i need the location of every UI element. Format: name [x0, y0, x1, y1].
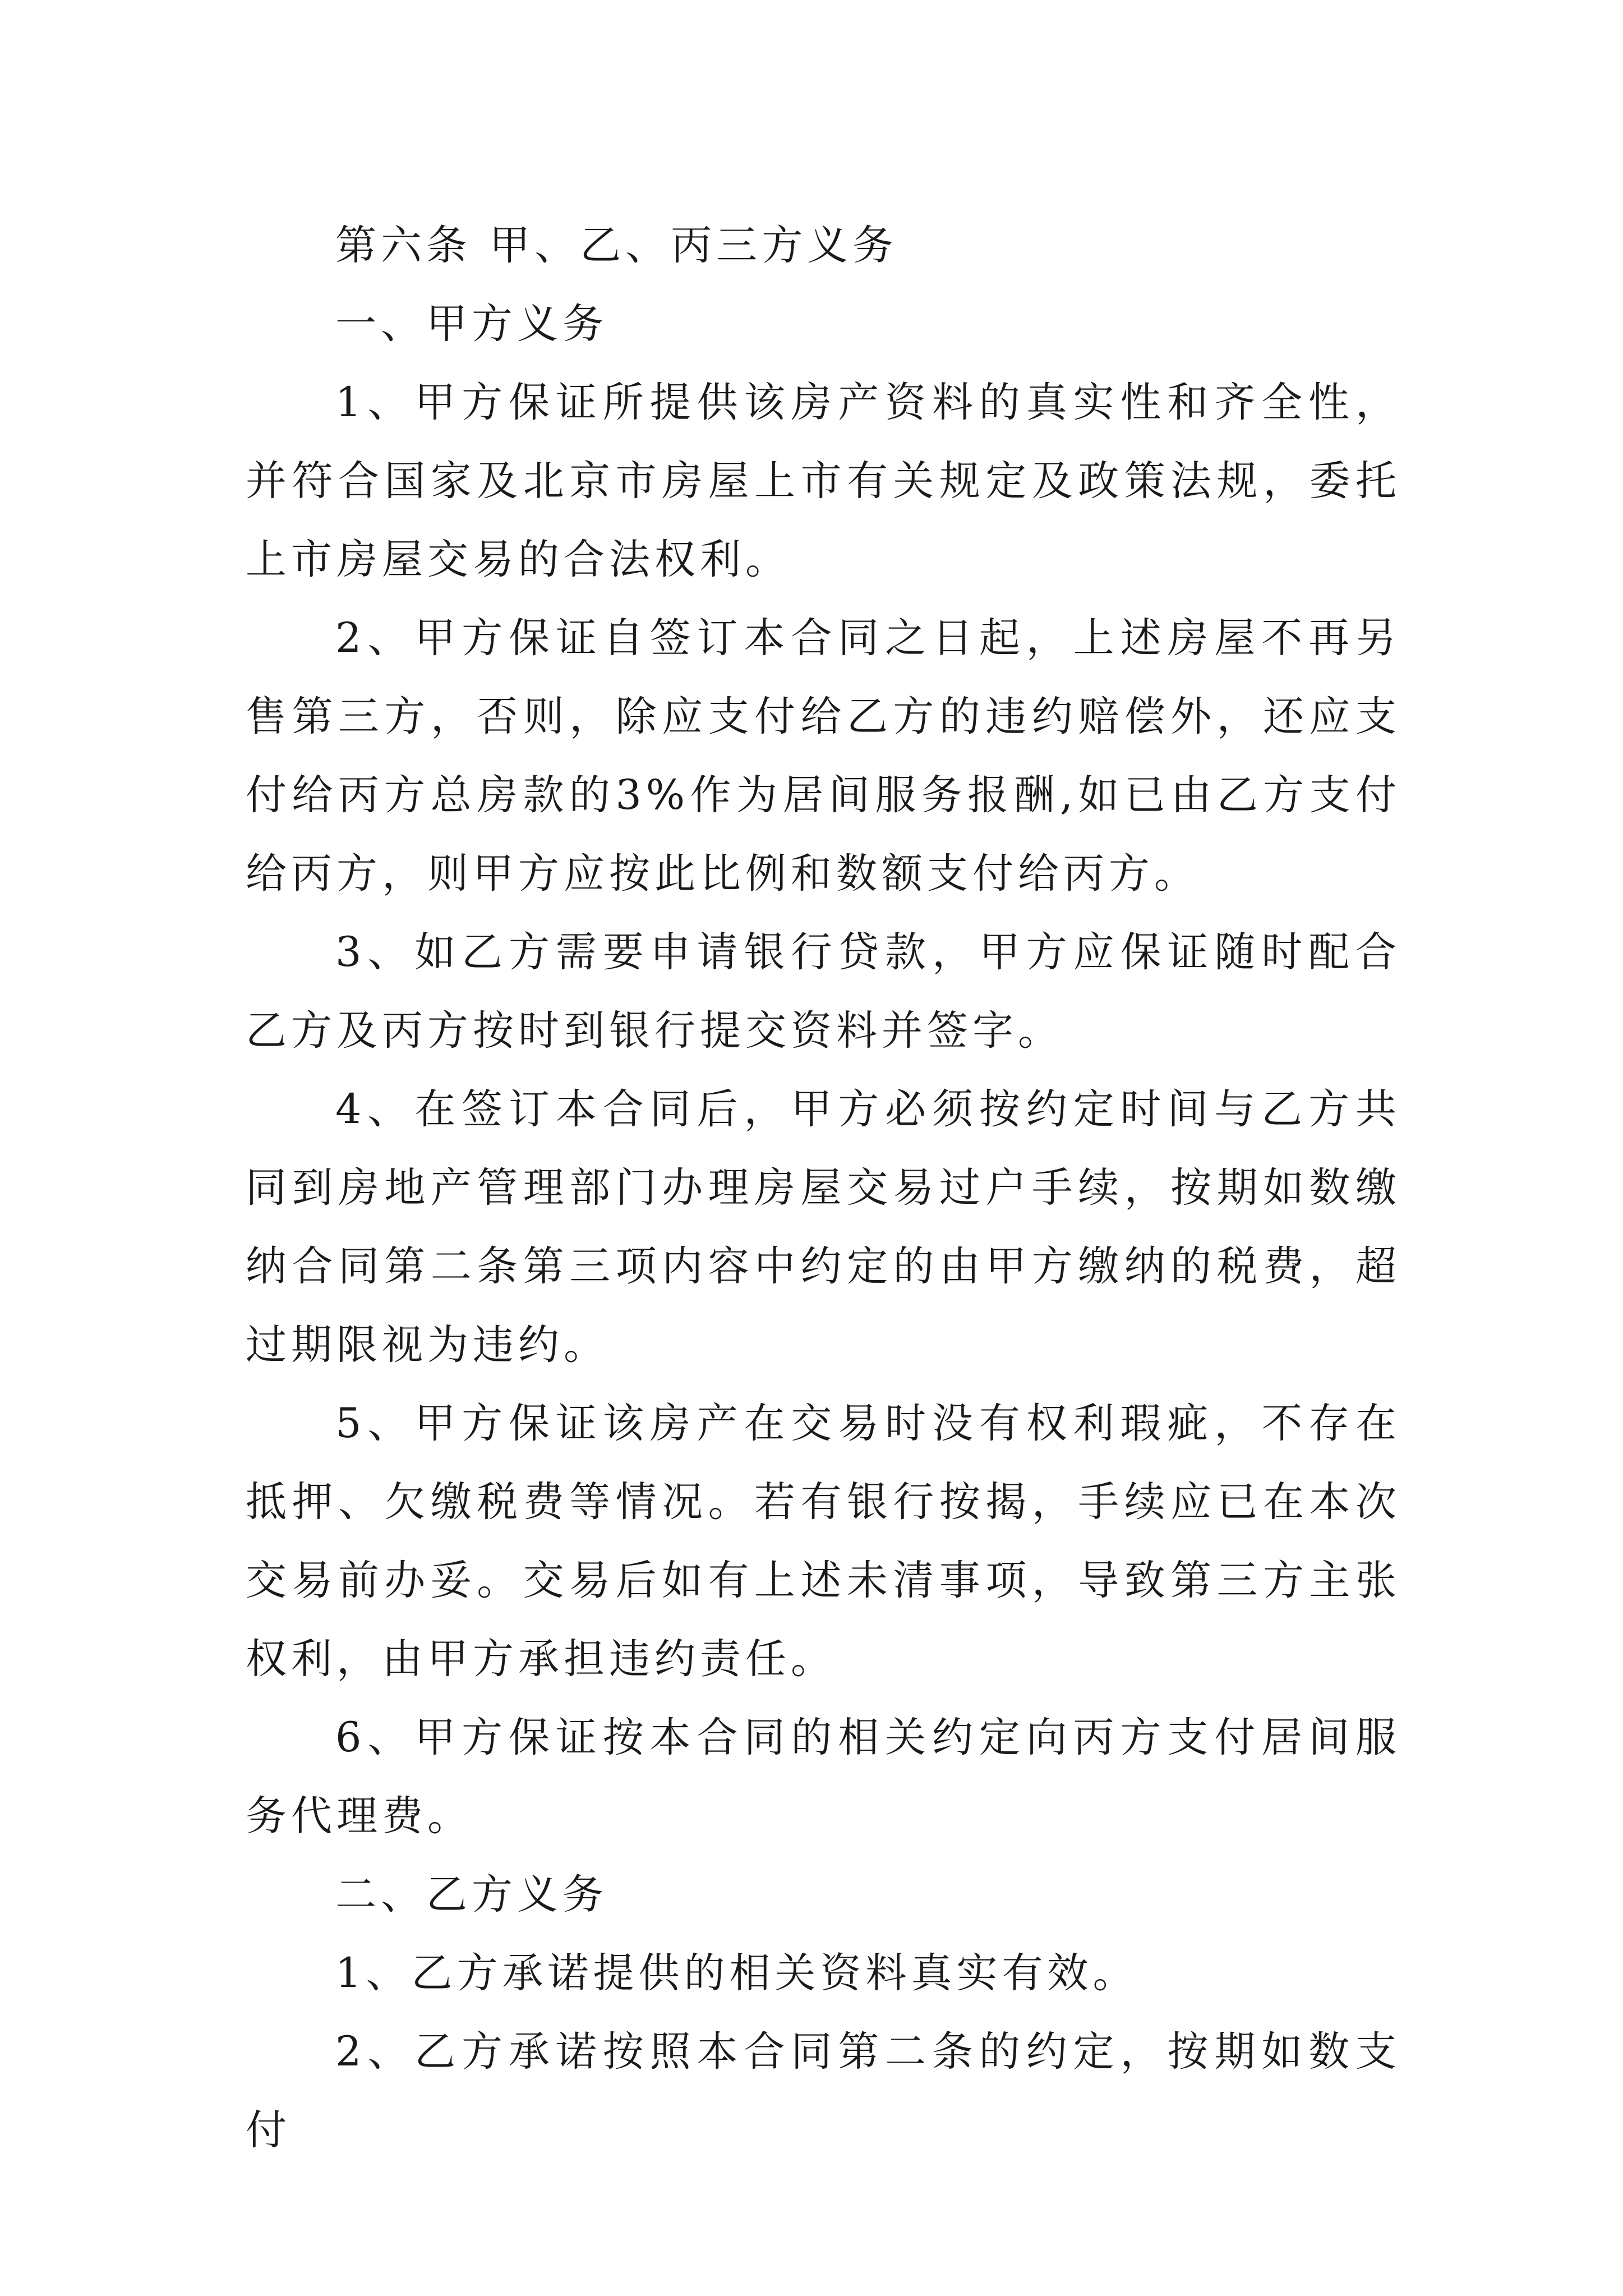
clause-a-6: 6、甲方保证按本合同的相关约定向丙方支付居间服务代理费。 [246, 1714, 1401, 1840]
clause-a-5: 5、甲方保证该房产在交易时没有权利瑕疵，不存在抵押、欠缴税费等情况。若有银行按揭，手续应已在本次交易前办妥。交易后如有上述未清事项，导致第三方主张权利，由甲方承担违约责任。 [246, 1400, 1401, 1683]
clause-a-4: 4、在签订本合同后，甲方必须按约定时间与乙方共同到房地产管理部门办理房屋交易过户手续，按期如数缴纳合同第二条第三项内容中约定的由甲方缴纳的税费，超过期限视为违约。 [246, 1085, 1401, 1369]
clause-a-2: 2、甲方保证自签订本合同之日起，上述房屋不再另售第三方，否则，除应支付给乙方的违约赔偿外，还应支付给丙方总房款的3%作为居间服务报酬,如已由乙方支付给丙方，则甲方应按此比例和数额支付给丙方。 [246, 614, 1401, 898]
clause-a-3: 3、如乙方需要申请银行贷款，甲方应保证随时配合乙方及丙方按时到银行提交资料并签字。 [246, 928, 1401, 1055]
section-heading-party-a: 一、甲方义务 [335, 300, 608, 348]
clause-a-1: 1、甲方保证所提供该房产资料的真实性和齐全性，并符合国家及北京市房屋上市有关规定及政策法规，委托上市房屋交易的合法权利。 [246, 379, 1401, 583]
document-body [246, 206, 1401, 2170]
clause-b-1: 1、乙方承诺提供的相关资料真实有效。 [335, 1949, 1138, 1997]
section-heading-party-b: 二、乙方义务 [335, 1871, 608, 1918]
clause-b-2: 2、乙方承诺按照本合同第二条的约定，按期如数支付 [246, 2028, 1401, 2154]
article-heading: 第六条 甲、乙、丙三方义务 [335, 222, 898, 269]
